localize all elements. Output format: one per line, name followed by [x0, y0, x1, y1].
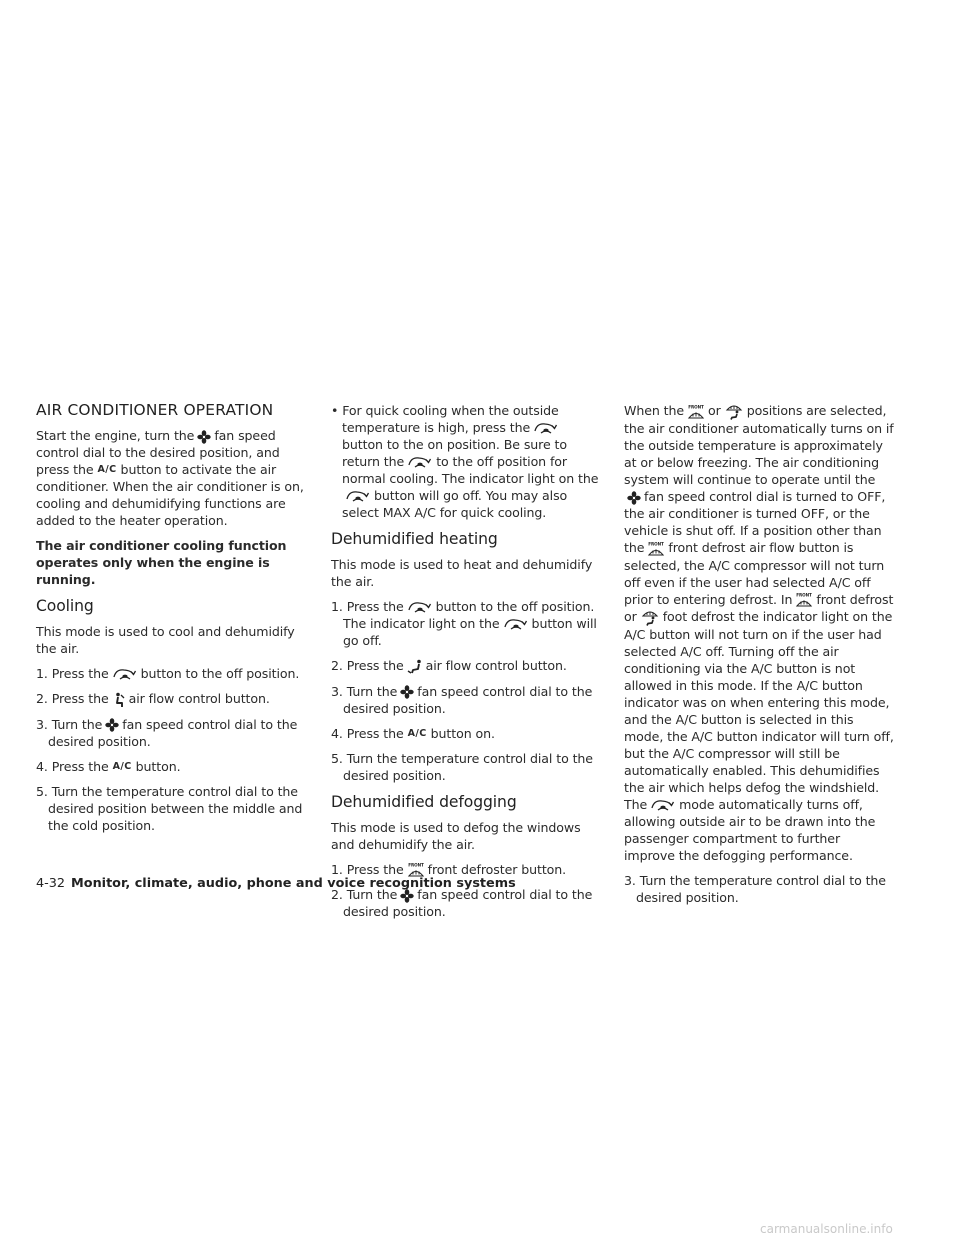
para-text: foot defrost the indicator light on the A/C button will not turn on if the user had selected A/C off. Turning off the air conditioning via the A/C button is not allowed in this mode. If the A/C button indicator was on when entering this mode, and the A/C button is selected in this mode, the A/C button indicator will turn off, but the A/C compressor will still be automatically enabled. This dehumidifies the air which helps defog the windshield. The — [624, 609, 894, 812]
recirculation-icon — [407, 601, 433, 614]
cooling-step-1 — [36, 665, 306, 682]
bullet-text: button will go off. You may also select MAX A/C for quick cooling. — [342, 488, 568, 520]
recirculation-icon — [112, 668, 138, 681]
quick-cooling-bullet — [331, 402, 601, 521]
defrost-step-3: 3. Turn the temperature control dial to the desired position. — [624, 873, 886, 905]
intro-paragraph — [36, 427, 306, 529]
engine-note: The air conditioner cooling function operates only when the engine is running. — [36, 538, 287, 587]
front-defrost-icon — [687, 404, 705, 420]
step-text: 1. Press the — [36, 666, 109, 681]
bullet-text: button to the on position. Be sure to return the — [342, 437, 567, 469]
column-2 — [331, 402, 601, 928]
recirculation-icon — [650, 799, 676, 812]
step-text: fan speed control dial to the desired position. — [343, 683, 593, 716]
para-text: When the — [624, 403, 685, 418]
dheat-step-5: 5. Turn the temperature control dial to the desired position. — [331, 750, 593, 783]
step-text: 2. Turn the — [331, 887, 398, 902]
dehumidified-heating-desc: This mode is used to heat and dehumidify the air. — [331, 557, 593, 589]
dehumidified-heating-title: Dehumidified heating — [331, 530, 498, 548]
column-1 — [36, 402, 306, 842]
step-text: front defroster button. — [427, 861, 567, 877]
cooling-step-3 — [36, 716, 306, 750]
bullet-text: • For quick cooling when the outside temperature is high, press the — [331, 403, 559, 435]
ac-icon: A/C — [112, 760, 132, 772]
step-text: button on. — [430, 725, 495, 741]
intro-text-start: Start the engine, turn the — [36, 428, 195, 443]
dheat-step-1 — [331, 598, 601, 649]
vent-airflow-icon — [112, 692, 126, 708]
cooling-step-5: 5. Turn the temperature control dial to the desired position between the middle and the cold position. — [36, 783, 303, 833]
step-text: air flow control button. — [425, 658, 567, 673]
recirculation-icon — [503, 618, 529, 631]
step-text: 3. Turn the — [331, 683, 398, 699]
recirculation-icon — [533, 422, 559, 435]
intro-text-mid: fan speed control dial to the desired position, and press the — [36, 428, 280, 477]
svg-text:FRONT: FRONT — [688, 404, 704, 409]
fan-icon — [627, 491, 641, 505]
foot-airflow-icon — [407, 659, 423, 675]
fan-icon — [105, 718, 119, 732]
step-text: button to the off position. — [140, 666, 300, 681]
step-text: button. — [135, 758, 181, 774]
watermark: carmanualsonline.info — [760, 1222, 893, 1236]
page-footer — [36, 876, 516, 891]
ac-icon: A/C — [407, 727, 427, 739]
para-text: fan speed control dial is turned to OFF, the air conditioner is turned OFF, or the vehicle is shut off. If a position other than the — [624, 489, 886, 555]
cooling-desc: This mode is used to cool and dehumidify the air. — [36, 624, 295, 656]
fan-icon — [400, 685, 414, 699]
step-text: 1. Press the — [331, 861, 404, 877]
step-text: 4. Press the — [331, 725, 404, 741]
para-text: mode automatically turns off, allowing outside air to be drawn into the passenger compartment to further improve the defogging performance. — [624, 797, 876, 863]
step-text: 2. Press the — [36, 691, 109, 706]
para-text: front defrost or — [624, 591, 894, 624]
step-text: 4. Press the — [36, 758, 109, 774]
front-defrost-icon — [647, 541, 665, 557]
page-number: 4-32 — [36, 876, 66, 891]
column-3 — [624, 402, 894, 914]
step-text: 3. Turn the — [36, 716, 103, 732]
fan-icon — [197, 430, 211, 444]
intro-text-end: button to activate the air conditioner. When the air conditioner is on, cooling and dehumidifying functions are added to the heater operation. — [36, 462, 304, 528]
dehumidified-defogging-desc: This mode is used to defog the windows and dehumidify the air. — [331, 819, 581, 852]
ddefog-step-2 — [331, 886, 601, 920]
dheat-step-4 — [331, 725, 601, 742]
dheat-step-3 — [331, 683, 601, 717]
recirculation-icon — [407, 456, 433, 469]
para-text: positions are selected, the air conditioner automatically turns on if the outside temperature is approximately at or below freezing. The air conditioning system will continue to operate until the — [624, 403, 894, 487]
step-text: button will go off. — [343, 616, 597, 648]
bullet-text: to the off position for normal cooling. The indicator light on the — [342, 454, 599, 486]
step-text: 1. Press the — [331, 599, 404, 614]
defrost-paragraph — [624, 402, 894, 864]
para-text: or — [708, 403, 721, 418]
cooling-step-2 — [36, 690, 306, 708]
front-defrost-icon — [795, 592, 813, 608]
dheat-step-2 — [331, 657, 601, 675]
section-title: AIR CONDITIONER OPERATION — [36, 401, 274, 419]
ac-icon: A/C — [97, 464, 117, 475]
step-text: fan speed control dial to the desired position. — [48, 716, 298, 749]
svg-text:FRONT: FRONT — [648, 541, 665, 546]
para-text: front defrost air flow button is selected, the A/C compressor will not turn off even if the user had selected A/C off prior to entering defrost. In — [624, 540, 885, 607]
recirculation-icon — [345, 490, 371, 503]
step-text: air flow control button. — [128, 691, 270, 706]
step-text: 2. Press the — [331, 658, 404, 673]
svg-text:FRONT: FRONT — [796, 592, 813, 598]
cooling-step-4 — [36, 758, 306, 775]
step-text: fan speed control dial to the desired position. — [343, 887, 593, 919]
step-text: button to the off position. The indicator light on the — [343, 599, 595, 631]
foot-defrost-icon — [640, 609, 660, 626]
cooling-title: Cooling — [36, 597, 94, 615]
dehumidified-defogging-title: Dehumidified defogging — [331, 792, 517, 811]
foot-defrost-icon — [724, 403, 744, 420]
chapter-title: Monitor, climate, audio, phone and voice recognition systems — [71, 876, 516, 891]
svg-text:FRONT: FRONT — [407, 862, 424, 868]
